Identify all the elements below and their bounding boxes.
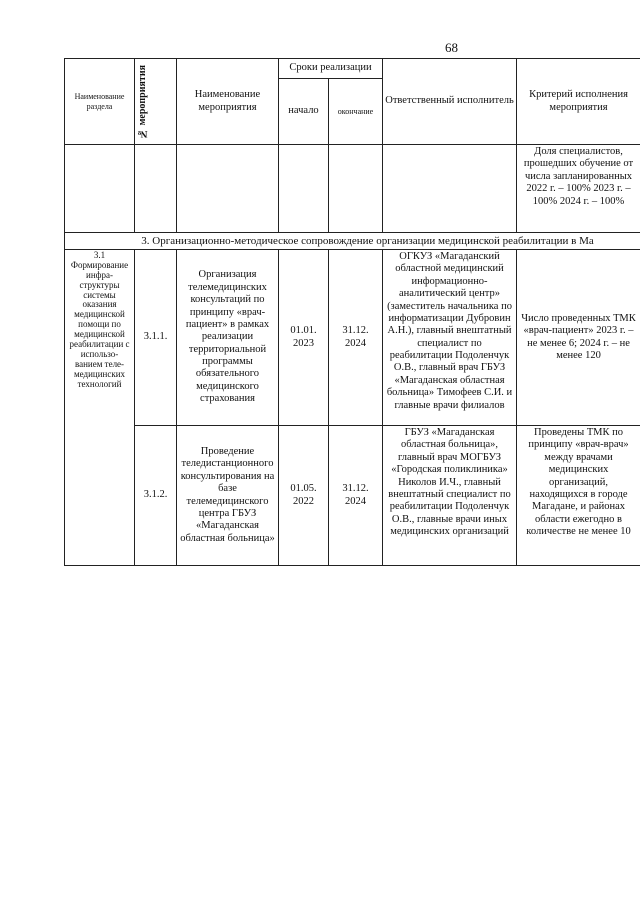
row-event: Организация телемедицинских консультаций по принципу «врач-пациент» в рамках реализации территориальной программы обязательного медицинского страхования — [177, 250, 279, 426]
row-responsible: ОГКУЗ «Магаданский областной медицинский информационно-аналитический центр» (заместитель начальника по информатизации Дубровин А.Н.), главный внештатный специалист по реабилитации Подоленчук О.В., главный врач ГБУЗ «Магаданская областная больница» Тимофеев С.И. и главные врачи филиалов — [383, 250, 517, 426]
row-responsible: ГБУЗ «Магаданская областная больница», главный врач МОГБУЗ «Городская поликлиника» Николов И.Ч., главный внештатный специалист по реабилитации Подоленчук О.В., главные врачи иных медицинских организаций — [383, 426, 517, 566]
header-deadlines: Сроки реализации — [279, 59, 383, 79]
header-event-name: Наименование мероприятия — [177, 59, 279, 145]
row-event: Проведение теледистанционного консультирования на базе телемедицинского центра ГБУЗ «Магаданская областная больница» — [177, 426, 279, 566]
row-start: 01.05. 2022 — [279, 426, 329, 566]
row-number: 3.1.1. — [135, 250, 177, 426]
page-number: 68 — [445, 40, 458, 55]
row-criterion: Число проведенных ТМК «врач-пациент» 2023 г. – не менее 6; 2024 г. – не менее 120 — [517, 250, 640, 426]
implementation-plan-table — [64, 58, 640, 566]
section-title-row — [65, 233, 640, 250]
row-end: 31.12. 2024 — [329, 250, 383, 426]
row-start: 01.01. 2023 — [279, 250, 329, 426]
table-row — [65, 426, 640, 566]
section-title: 3. Организационно-методическое сопровождение организации медицинской реабилитации в Ма — [65, 233, 640, 250]
row-end: 31.12. 2024 — [329, 426, 383, 566]
continuation-criterion: Доля специалистов, прошедших обучение от числа запланированных 2022 г. – 100% 2023 г. – 100% 2024 г. – 100% — [517, 145, 640, 233]
row-criterion: Проведены ТМК по принципу «врач-врач» между врачами медицинских организаций, находящихся в городе Магадане, и районах области ежегодно в количестве не менее 10 — [517, 426, 640, 566]
table-row — [65, 250, 640, 426]
continuation-row — [65, 145, 640, 233]
header-number: № мероприятия — [135, 59, 177, 145]
header-responsible: Ответственный исполнитель — [383, 59, 517, 145]
header-criterion: Критерий исполнения мероприятия — [517, 59, 640, 145]
header-section-name: Наименование раздела — [65, 59, 135, 145]
row-number: 3.1.2. — [135, 426, 177, 566]
subsection-name: 3.1 Формирование инфра-структуры системы оказания медицинской помощи по медицинской реабилитации с использо-ванием теле-медицинских технологий — [65, 250, 135, 566]
header-start: начало — [279, 79, 329, 145]
header-end: окончание — [329, 79, 383, 145]
